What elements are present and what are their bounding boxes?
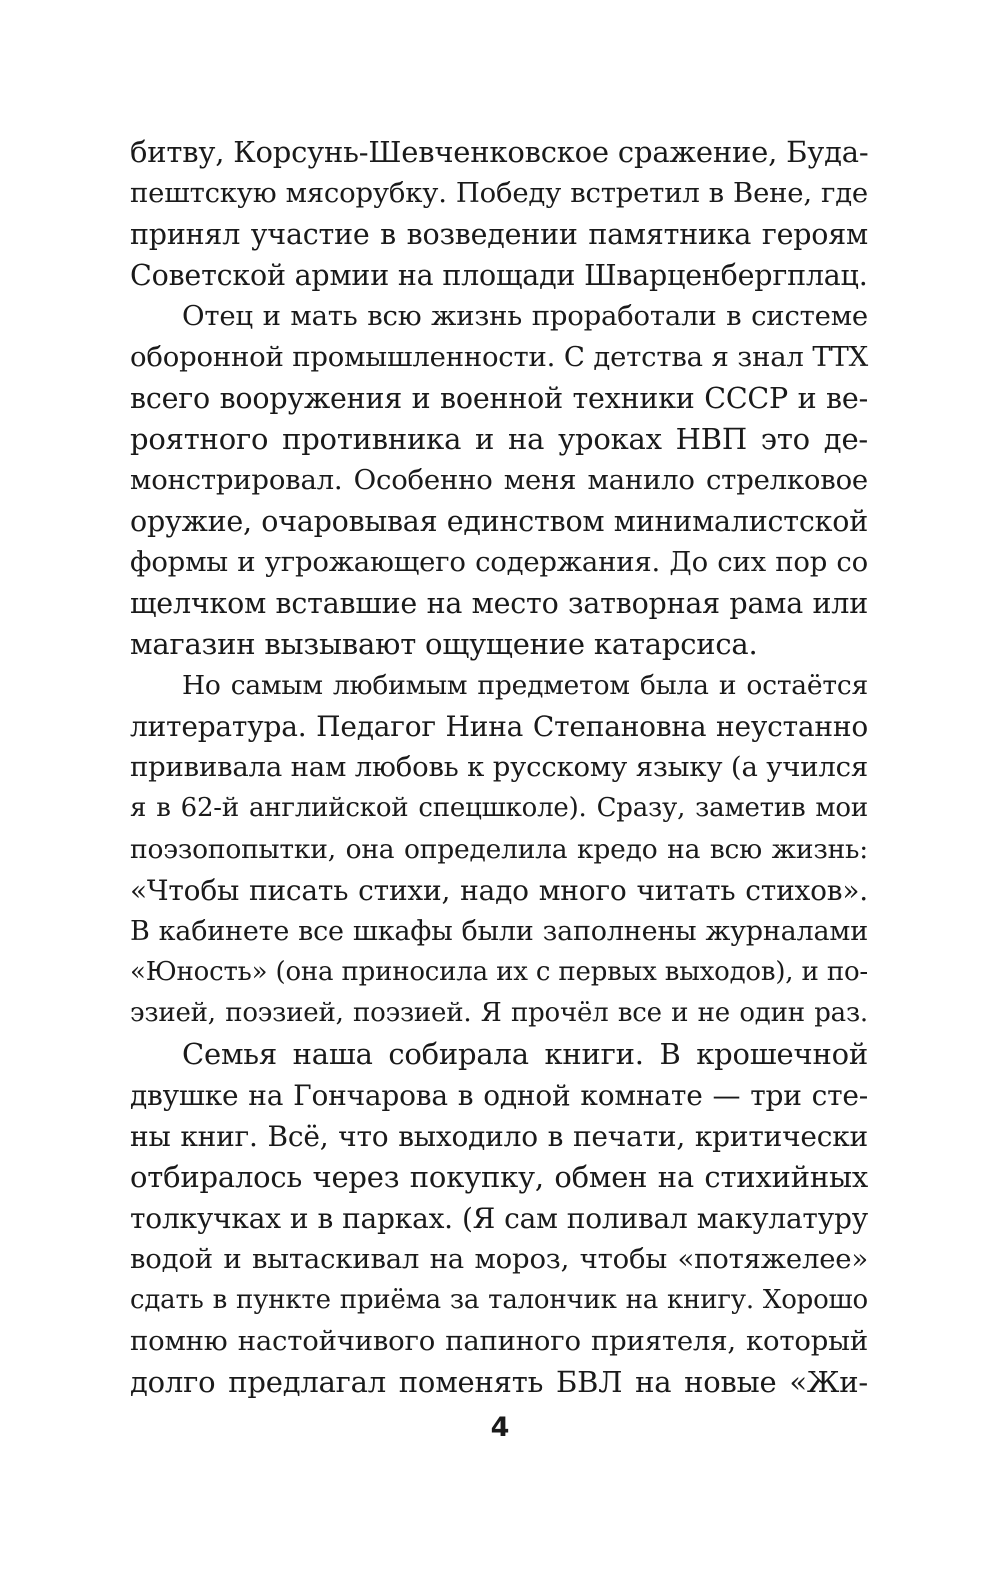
text-line: помню настойчивого папиного приятеля, который — [130, 1325, 868, 1357]
text-line: Советской армии на площади Шварценбергплац. — [130, 259, 868, 292]
text-line: В кабинете все шкафы были заполнены журналами — [130, 916, 868, 947]
text-line: пештскую мясорубку. Победу встретил в Вене, где — [130, 177, 868, 209]
text-line: долго предлагал поменять БВЛ на новые «Жи- — [130, 1365, 868, 1399]
body-text — [130, 132, 868, 1403]
text-line: оружие, очаровывая единством минималистской — [130, 505, 868, 538]
text-line: роятного противника и на уроках НВП это де- — [130, 422, 868, 456]
text-line: битву, Корсунь-Шевченковское сражение, Буда- — [130, 135, 869, 169]
text-line: эзией, поэзией, поэзией. Я прочёл все и не один раз. — [130, 998, 868, 1028]
text-line: двушке на Гончарова в одной комнате — три сте- — [130, 1079, 868, 1112]
text-line: оборонной промышленности. С детства я знал ТТХ — [130, 341, 868, 373]
text-line: «Чтобы писать стихи, надо много читать стихов». — [130, 874, 868, 907]
text-line: Семья наша собирала книги. В крошечной — [182, 1037, 868, 1071]
text-line: Но самым любимым предметом была и остаётся — [182, 670, 868, 701]
text-line: всего вооружения и военной техники СССР и ве- — [130, 382, 868, 415]
text-line: щелчком вставшие на место затворная рама или — [130, 587, 868, 620]
text-line: отбиралось через покупку, обмен на стихийных — [130, 1160, 868, 1194]
text-line: прививала нам любовь к русскому языку (а учился — [130, 751, 868, 783]
text-line: водой и вытаскивал на мороз, чтобы «потяжелее» — [130, 1243, 868, 1275]
text-line: толкучках и в парках. (Я сам поливал макулатуру — [130, 1202, 868, 1235]
text-line: сдать в пункте приёма за талончик на книгу. Хорошо — [130, 1285, 868, 1315]
page-number: 4 — [490, 1412, 510, 1443]
text-line: «Юность» (она приносила их с первых выходов), и по- — [130, 957, 868, 987]
text-line: принял участие в возведении памятника героям — [130, 218, 868, 251]
text-line: магазин вызывают ощущение катарсиса. — [130, 627, 758, 661]
text-line: монстрировал. Особенно меня манило стрелковое — [130, 464, 868, 496]
text-line: я в 62-й английской спецшколе). Сразу, заметив мои — [130, 793, 868, 823]
text-line: литература. Педагог Нина Степановна неустанно — [130, 710, 868, 743]
text-line: ны книг. Всё, что выходило в печати, критически — [130, 1120, 868, 1153]
text-line: поэзопопытки, она определила кредо на всю жизнь: — [130, 834, 868, 865]
text-line: Отец и мать всю жизнь проработали в системе — [182, 300, 868, 332]
text-line: формы и угрожающего содержания. До сих пор со — [130, 546, 868, 578]
